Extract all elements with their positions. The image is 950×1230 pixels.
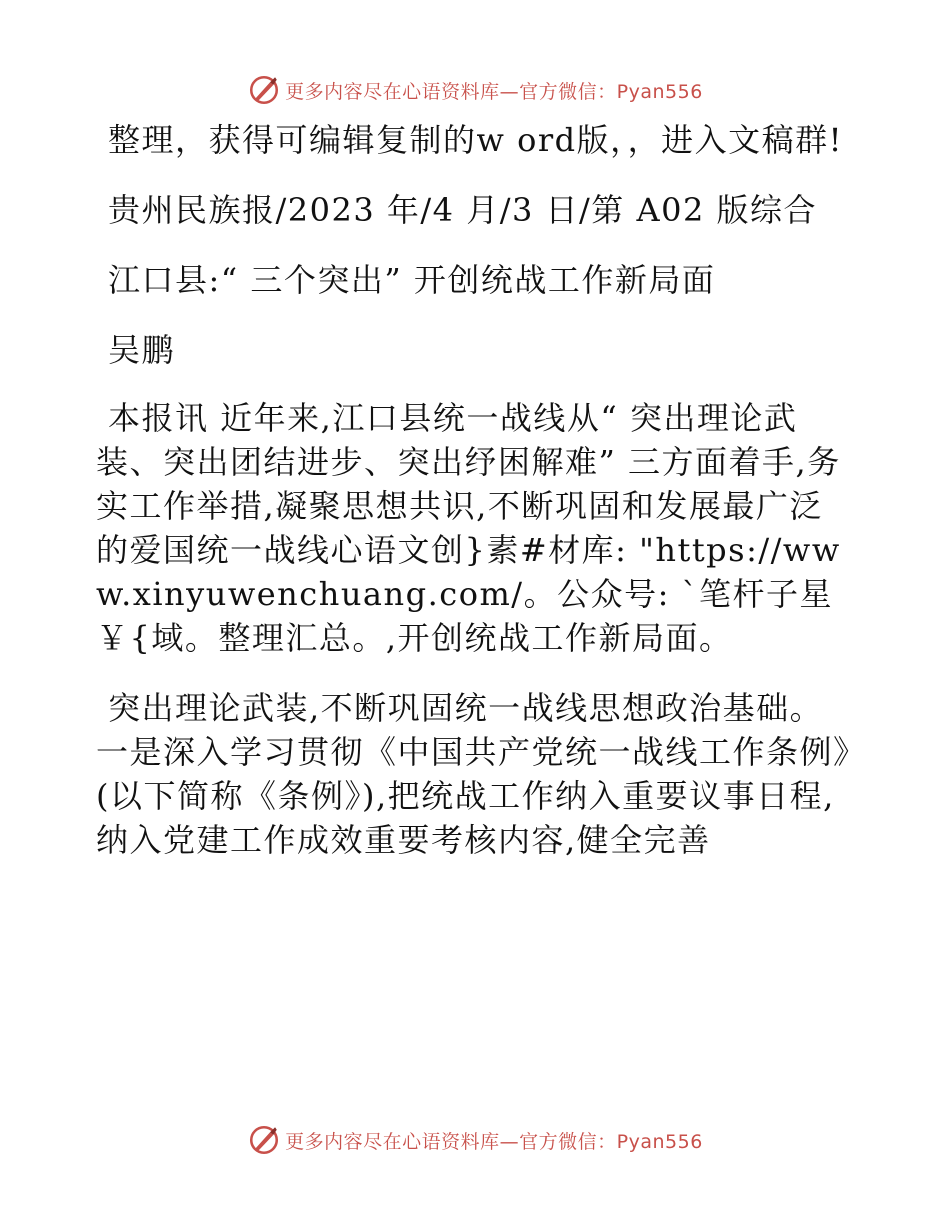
author: 吴鹏 xyxy=(108,331,176,369)
pen-logo-icon xyxy=(247,73,281,107)
footer-banner xyxy=(0,1120,950,1160)
header-banner-text: 更多内容尽在心语资料库—官方微信：Pyan556 xyxy=(285,80,703,103)
pen-logo-icon xyxy=(247,1123,281,1157)
header-banner xyxy=(0,70,950,110)
intro-text: 整理，获得可编辑复制的w ord版，，进入文稿群! xyxy=(108,121,843,159)
headline: 江口县:“ 三个突出” 开创统战工作新局面 xyxy=(108,261,716,299)
source-line: 贵州民族报/2023 年/4 月/3 日/第 A02 版综合 xyxy=(108,191,817,229)
paragraph-1: 本报讯 近年来,江口县统一战线从“ 突出理论武装、突出团结进步、突出纾困解难” 三方面着手,务实工作举措,凝聚思想共识,不断巩固和发展最广泛的爱国统一战线心语文创}素#材库: "https://www.xinyuwenchuang.com/。公众号: `笔杆子星￥{域。整理汇总。,开创统战工作新局面。 xyxy=(96,399,841,657)
paragraph-2: 突出理论武装,不断巩固统一战线思想政治基础。一是深入学习贯彻《中国共产党统一战线工作条例》(以下简称《条例》),把统战工作纳入重要议事日程,纳入党建工作成效重要考核内容,健全完善 xyxy=(96,689,851,859)
footer-banner-text: 更多内容尽在心语资料库—官方微信：Pyan556 xyxy=(285,1130,703,1153)
document-body xyxy=(96,118,856,888)
